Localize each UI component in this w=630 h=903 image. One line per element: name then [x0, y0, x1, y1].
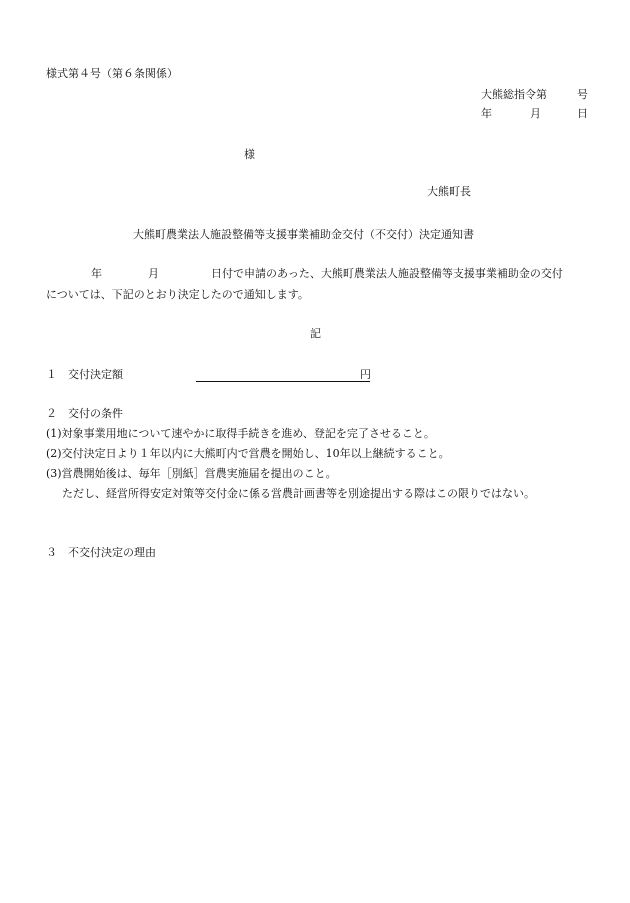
form-number: 様式第４号（第６条関係） [46, 67, 178, 80]
body-month-label: 月 [148, 267, 159, 280]
doc-number-prefix: 大熊総指令第 [481, 88, 547, 101]
document-title: 大熊町農業法人施設整備等支援事業補助金交付（不交付）決定通知書 [133, 228, 474, 241]
addressee-suffix: 様 [244, 148, 255, 161]
condition-3: (3)営農開始後は、毎年［別紙］営農実施届を提出のこと。 [46, 467, 337, 480]
body-year-label: 年 [91, 267, 102, 280]
item2-label: 交付の条件 [68, 407, 123, 420]
condition-1: (1)対象事業用地について速やかに取得手続きを進め、登記を完了させること。 [46, 427, 435, 440]
item1-unit: 円 [360, 368, 371, 381]
item3-label: 不交付決定の理由 [68, 546, 156, 559]
header-month-label: 月 [530, 107, 541, 120]
item1-number: １ [46, 368, 57, 381]
header-year-label: 年 [481, 107, 492, 120]
body-text-line-2: については、下記のとおり決定したので通知します。 [46, 288, 309, 301]
amount-blank-line [196, 381, 370, 382]
condition-3-note: ただし、経営所得安定対策等交付金に係る営農計画書等を別途提出する際はこの限りではない。 [62, 487, 535, 500]
header-day-label: 日 [577, 107, 588, 120]
doc-number-suffix: 号 [577, 88, 588, 101]
issuer-name: 大熊町長 [427, 185, 471, 198]
item3-number: ３ [46, 546, 57, 559]
condition-2: (2)交付決定日より１年以内に大熊町内で営農を開始し、10年以上継続すること。 [46, 447, 450, 460]
item2-number: ２ [46, 407, 57, 420]
ki-heading: 記 [310, 327, 321, 340]
item1-label: 交付決定額 [68, 368, 123, 381]
body-text-line-1: 日付で申請のあった、大熊町農業法人施設整備等支援事業補助金の交付 [211, 267, 563, 280]
